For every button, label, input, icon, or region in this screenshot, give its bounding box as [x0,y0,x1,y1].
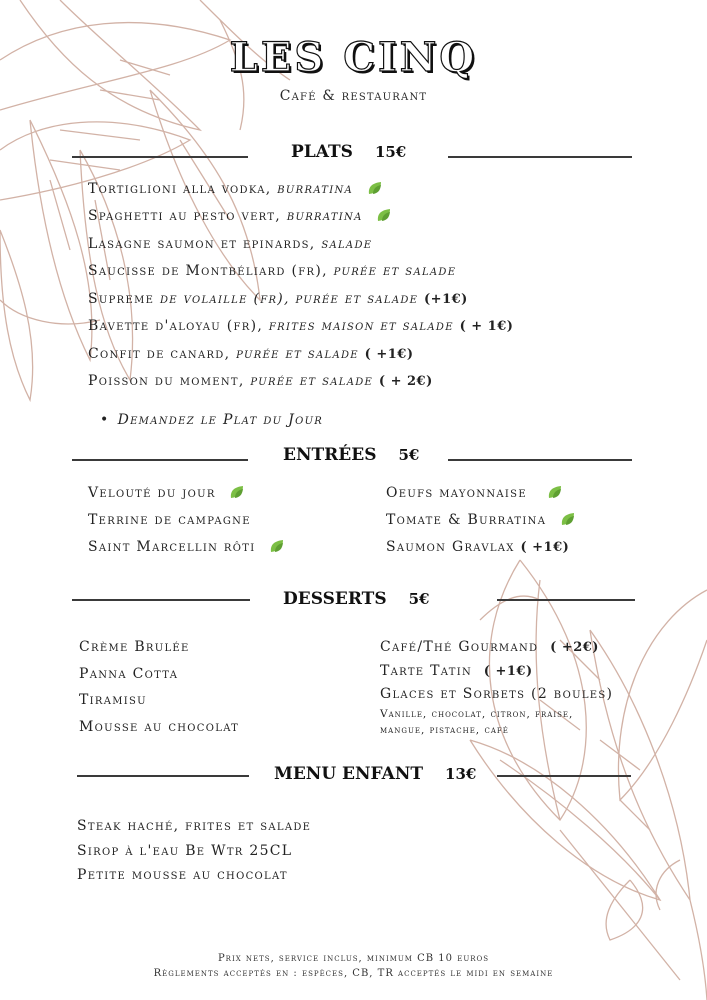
menu-item: Confit de canard, purée et salade ( +1€) [88,346,414,362]
menu-item: Tiramisu [79,692,147,708]
restaurant-subtitle: Café & restaurant [279,88,428,104]
section-price: 5€ [398,446,420,464]
menu-item: Sirop à l'eau Be Wtr 25CL [77,843,293,859]
menu-item: Terrine de campagne [88,512,251,528]
section-price: 5€ [408,590,430,608]
section-title-menu-enfant [274,764,476,784]
divider-right [497,775,631,777]
menu-item: Glaces et Sorbets (2 boules) [380,686,614,702]
section-label: MENU ENFANT [274,764,424,784]
menu-item: Oeufs mayonnaise [386,485,563,501]
divider-left [77,775,249,777]
section-title-desserts [283,589,429,609]
divider-right [448,156,632,158]
leaf-icon [376,208,392,222]
section-price: 15€ [374,143,407,161]
leaf-icon [547,485,563,499]
menu-item: Tortiglioni alla vodka, burratina [88,181,383,197]
leaf-icon [367,181,383,195]
footer-pricing-note: Prix nets, service inclus, minimum CB 10 euros [217,953,490,964]
section-title-entrees [283,445,419,465]
menu-item: Crème Brulée [79,639,190,655]
leaf-icon [560,512,576,526]
menu-item: Tarte Tatin ( +1€) [380,663,533,679]
menu-item: Petite mousse au chocolat [77,867,288,883]
footer-payment-note: Règlements acceptés en : espèces, CB, TR acceptés le midi en semaine [153,968,554,979]
divider-left [72,599,250,601]
section-label: ENTRÉES [283,445,377,465]
section-title-plats [291,142,406,162]
divider-left [72,459,248,461]
leaf-icon [229,485,245,499]
menu-item: Spaghetti au pesto vert, burratina [88,208,392,224]
divider-right [497,599,635,601]
menu-item: Steak haché, frites et salade [77,818,312,834]
menu-item: Velouté du jour [88,485,245,501]
ice-cream-flavours: Vanille, chocolat, citron, fraise, [380,708,574,720]
menu-item: Saint Marcellin rôti [88,539,285,555]
section-label: PLATS [291,142,353,162]
menu-item: Supreme de volaille (fr), purée et salade (+1€) [88,291,468,307]
menu-item: Poisson du moment, purée et salade ( + 2€) [88,373,433,389]
plat-du-jour-note: • Demandez le Plat du Jour [100,412,324,428]
menu-item: Panna Cotta [79,666,179,682]
divider-left [72,156,248,158]
menu-item: Mousse au chocolat [79,719,240,735]
leaf-icon [269,539,285,553]
menu-item: Tomate & Burratina [386,512,576,528]
divider-right [448,459,632,461]
restaurant-name: LES CINQ [229,34,478,81]
section-price: 13€ [445,765,477,783]
ice-cream-flavours: mangue, pistache, café [380,724,509,736]
menu-item: Bavette d'aloyau (fr), frites maison et salade ( + 1€) [88,318,514,334]
menu-item: Saumon Gravlax ( +1€) [386,539,570,555]
menu-item: Lasagne saumon et epinards, salade [88,236,373,252]
menu-item: Saucisse de Montbéliard (fr), purée et salade [88,263,457,279]
section-label: DESSERTS [283,589,387,609]
menu-item: Café/Thé Gourmand ( +2€) [380,639,599,655]
